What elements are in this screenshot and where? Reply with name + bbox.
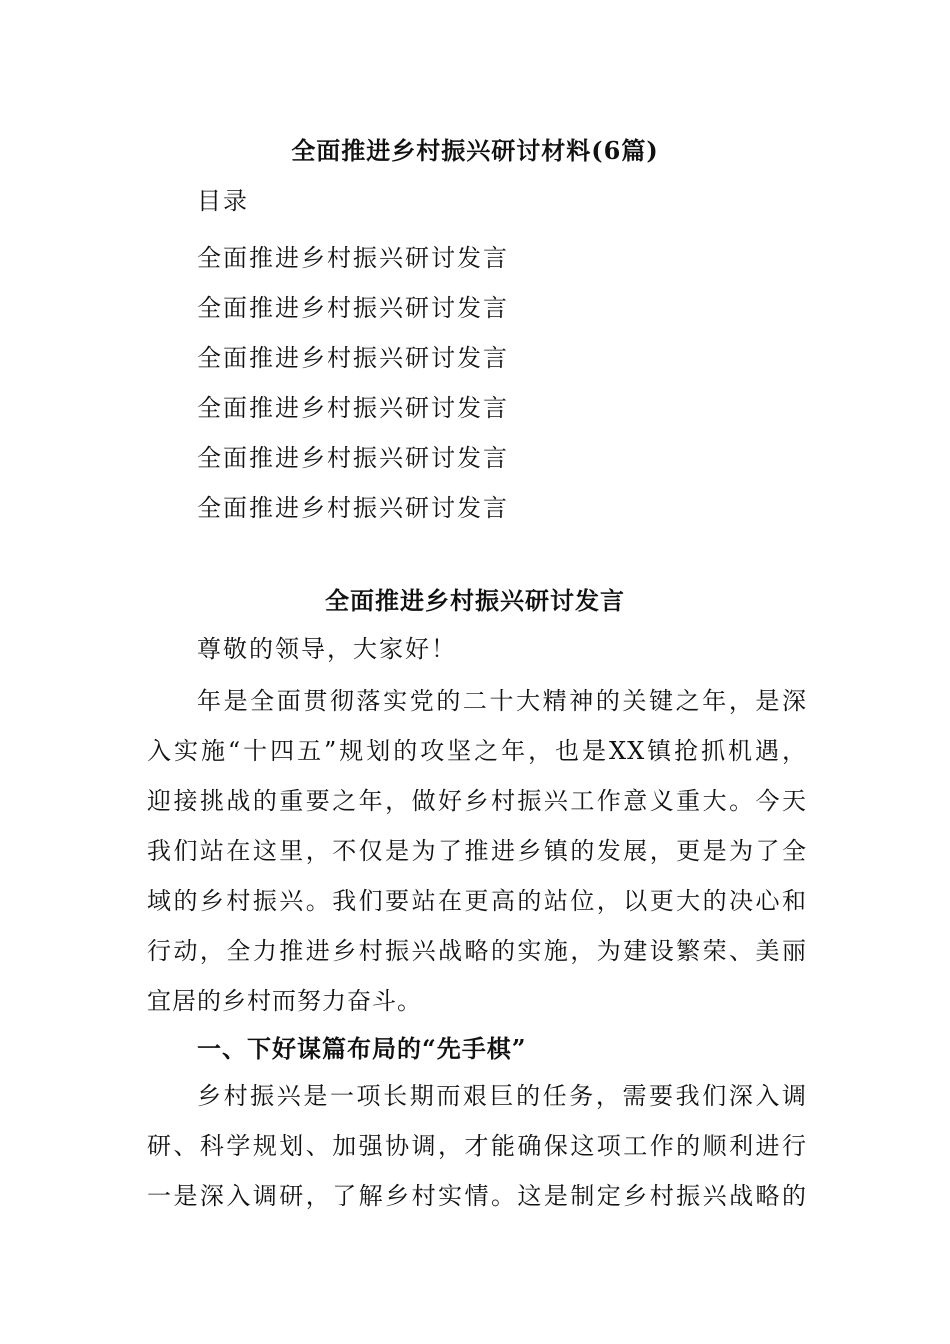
subheading-1: 一、下好谋篇布局的“先手棋”	[197, 1034, 527, 1063]
paragraph-line: 年是全面贯彻落实党的二十大精神的关键之年，是深	[197, 687, 807, 715]
greeting-text: 尊敬的领导，大家好！	[197, 635, 457, 663]
toc-item[interactable]: 全面推进乡村振兴研讨发言	[197, 494, 509, 522]
paragraph-line: 入实施“十四五”规划的攻坚之年，也是XX镇抢抓机遇，	[147, 737, 807, 765]
paragraph-line: 乡村振兴是一项长期而艰巨的任务，需要我们深入调	[197, 1082, 807, 1110]
section-title: 全面推进乡村振兴研讨发言	[325, 586, 625, 615]
paragraph-line: 我们站在这里，不仅是为了推进乡镇的发展，更是为了全	[147, 837, 807, 865]
document-title: 全面推进乡村振兴研讨材料(6篇)	[291, 136, 659, 165]
paragraph-line: 一是深入调研，了解乡村实情。这是制定乡村振兴战略的	[147, 1182, 807, 1210]
toc-item[interactable]: 全面推进乡村振兴研讨发言	[197, 394, 509, 422]
paragraph-1	[147, 676, 807, 1026]
paragraph-line: 迎接挑战的重要之年，做好乡村振兴工作意义重大。今天	[147, 787, 807, 815]
toc-item[interactable]: 全面推进乡村振兴研讨发言	[197, 294, 509, 322]
toc-heading: 目录	[197, 187, 249, 215]
paragraph-2	[147, 1071, 807, 1221]
paragraph-line: 宜居的乡村而努力奋斗。	[147, 987, 422, 1015]
toc-item[interactable]: 全面推进乡村振兴研讨发言	[197, 344, 509, 372]
paragraph-line: 研、科学规划、加强协调，才能确保这项工作的顺利进行	[147, 1132, 807, 1160]
toc-item[interactable]: 全面推进乡村振兴研讨发言	[197, 444, 509, 472]
paragraph-line: 域的乡村振兴。我们要站在更高的站位，以更大的决心和	[147, 887, 807, 915]
toc-item[interactable]: 全面推进乡村振兴研讨发言	[197, 244, 509, 272]
table-of-contents	[197, 233, 509, 533]
paragraph-line: 行动，全力推进乡村振兴战略的实施，为建设繁荣、美丽	[147, 937, 807, 965]
